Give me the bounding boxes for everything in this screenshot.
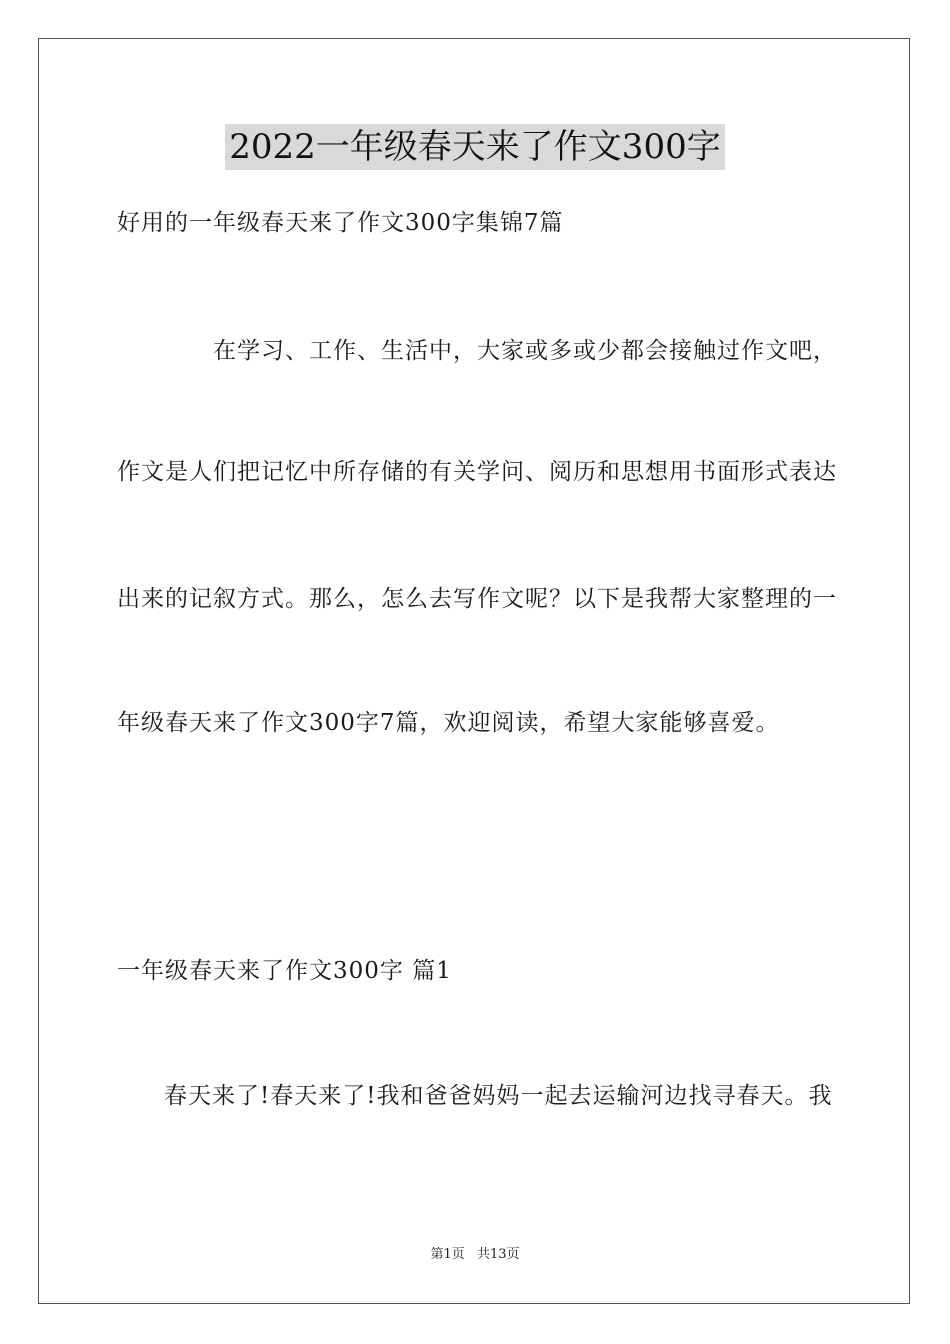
title-container [0, 124, 950, 170]
page-number: 第1页 [430, 1247, 465, 1262]
intro-line-2: 作文是人们把记忆中所存储的有关学问、阅历和思想用书面形式表达 [117, 459, 837, 485]
page-footer [0, 1246, 950, 1264]
intro-line-4: 年级春天来了作文300字7篇，欢迎阅读，希望大家能够喜爱。 [117, 710, 780, 736]
page-total: 共13页 [476, 1247, 520, 1262]
intro-line-1: 在学习、工作、生活中，大家或多或少都会接触过作文吧， [213, 338, 837, 364]
intro-line-3: 出来的记叙方式。那么，怎么去写作文呢？以下是我帮大家整理的一 [117, 586, 837, 612]
document-subtitle: 好用的一年级春天来了作文300字集锦7篇 [117, 210, 564, 236]
document-title: 2022一年级春天来了作文300字 [225, 124, 724, 170]
section-paragraph-line-1: 春天来了!春天来了!我和爸爸妈妈一起去运输河边找寻春天。我 [164, 1083, 833, 1109]
section-heading: 一年级春天来了作文300字 篇1 [117, 958, 452, 984]
